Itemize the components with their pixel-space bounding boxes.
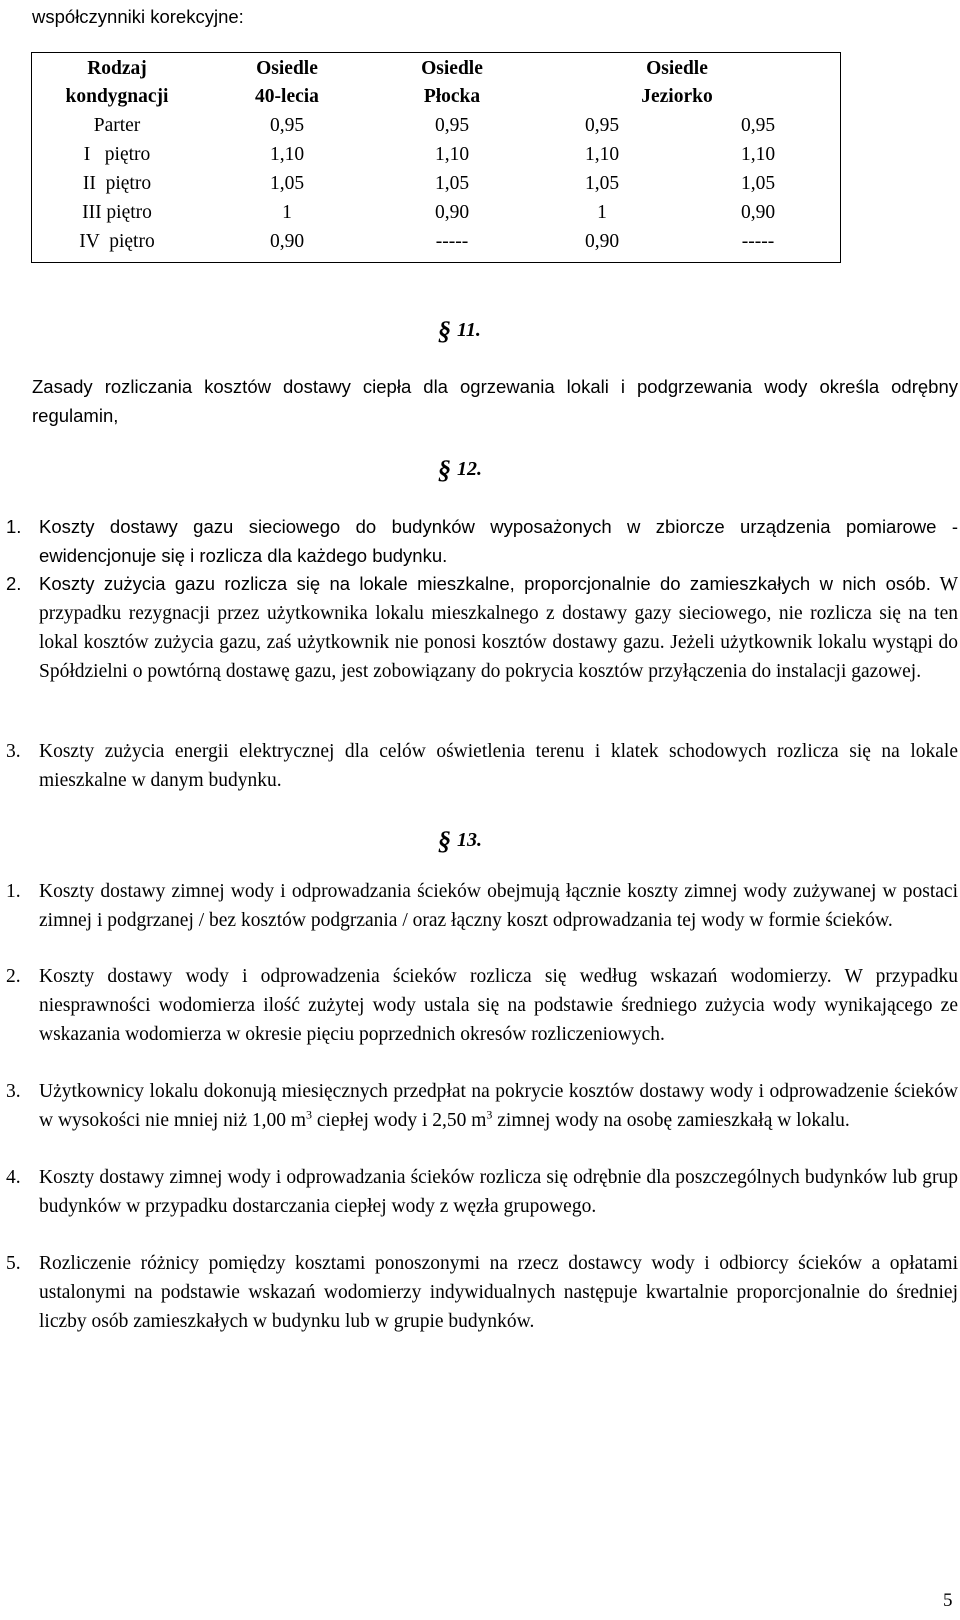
section-heading-11: § 11. [438, 316, 481, 345]
table-cell: 1,10 [584, 144, 620, 165]
document-page: współczynniki korekcyjne: Rodzaj kondygnacji Osiedle 40-lecia Osiedle Płocka Osiedle Jeziorko Parter 0,95 0,95 0,95 0,95 I piętro 1,10 1,10 1,10 1,10 II piętro 1,05 1,05 1,05 1,05 III piętro 1 0,90 1 0,90 IV piętro 0,90 ----- 0,90 ----- § 11. Zasady rozliczania kosztów dostawy ciepła dla ogrzewania lokali i podgrzewania wody określa odrębny regulamin, § 12. 1. Koszty dostawy gazu sieciowego do budynków wyposażonych w zbiorcze urządzenia pomiarowe - ewidencjonuje się i rozlicza dla każdego budynku. 2. Koszty zużycia gazu rozlicza się na lokale mieszkalne, proporcjonalnie do zamieszkałych w nich osób. W przypadku rezygnacji przez użytkownika lokalu mieszkalnego z dostawy gazy sieciowego, nie rozlicza się na ten lokal kosztów zużycia gazu, zaś użytkownik nie ponosi kosztów dostawy gazu. Jeżeli użytkownik lokalu wystąpi do Spółdzielni o powtórną dostawę gazu, jest zobowiązany do pokrycia kosztów przyłączenia do instalacji gazowej. 3. Koszty zużycia energii elektrycznej dla celów oświetlenia terenu i klatek schodowych rozlicza się na lokale mieszkalne w danym budynku. § 13. 1. Koszty dostawy zimnej wody i odprowadzania ścieków obejmują łącznie koszty zimnej wody zużywanej w postaci zimnej i podgrzanej / bez kosztów podgrzania / oraz łączny koszt odprowadzania tej wody w formie ścieków. 2. Koszty dostawy wody i odprowadzenia ścieków rozlicza się według wskazań wodomierzy. W przypadku niesprawności wodomierza ilość zużytej wody ustala się na podstawie średniego zużycia wody wynikającego ze wskazania wodomierza w okresie pięciu poprzednich okresów rozliczeniowych. 3. Użytkownicy lokalu dokonują miesięcznych przedpłat na pokrycie kosztów dostawy wody i odprowadzenie ścieków w wysokości nie mniej niż 1,00 $m^3$ ciepłej wody i 2,50 $m^3$ zimnej wody na osobę zamieszkałą w lokalu. 4. Koszty dostawy zimnej wody i odprowadzania ścieków rozlicza się odrębnie dla poszczególnych budynków lub grup budynków w przypadku dostarczania ciepłej wody z węzła grupowego. 5. Rozliczenie różnicy pomiędzy kosztami ponoszonymi na rzecz dostawcy wody i odbiorcy ścieków a opłatami ustalonymi na podstawie wskazań wodomierzy indywidualnych następuje kwartalnie proporcjonalnie do średniej liczby osób zamieszkałych w budynku lub w grupie budynków. 5 [6, 6, 958, 1611]
intro-text: współczynniki korekcyjne: [32, 6, 244, 27]
table-cell: ----- [435, 231, 469, 252]
table-cell: 0,90 [269, 231, 305, 252]
table-header-cell: Osiedle Jeziorko [641, 58, 713, 107]
section-heading-12: § 12. [438, 455, 482, 484]
table-header-cell: Osiedle 40-lecia [255, 58, 319, 107]
table-cell: 1,10 [740, 144, 776, 165]
table-cell: 0,95 [269, 115, 305, 136]
table-header-cell: Osiedle Płocka [421, 58, 483, 107]
table-row-label: IV piętro [79, 231, 155, 252]
table-row-label: II piętro [82, 173, 152, 194]
table-cell: 1,05 [740, 173, 776, 194]
table-cell: 1,05 [584, 173, 620, 194]
coefficients-table [31, 52, 841, 263]
table-cell: 0,95 [740, 115, 776, 136]
section-heading-13: § 13. [438, 826, 482, 855]
table-cell: 0,90 [584, 231, 620, 252]
section-11-text: Zasady rozliczania kosztów dostawy ciepła dla ogrzewania lokali i podgrzewania wody określa odrębny regulamin, [32, 376, 958, 426]
table-row-label: Parter [93, 115, 141, 136]
table-cell: 1 [282, 202, 292, 223]
table-cell: 1 [597, 202, 607, 223]
table-row-label: III piętro [82, 202, 152, 223]
table-cell: ----- [741, 231, 775, 252]
table-cell: 0,95 [434, 115, 470, 136]
table-cell: 1,10 [434, 144, 470, 165]
table-cell: 1,05 [434, 173, 470, 194]
table-cell: 0,90 [740, 202, 776, 223]
table-cell: 1,10 [269, 144, 305, 165]
table-cell: 1,05 [269, 173, 305, 194]
table-row-label: I piętro [83, 144, 151, 165]
table-cell: 0,90 [434, 202, 470, 223]
table-header-cell: Rodzaj kondygnacji [65, 58, 169, 107]
table-cell: 0,95 [584, 115, 620, 136]
page-number: 5 [943, 1590, 953, 1611]
